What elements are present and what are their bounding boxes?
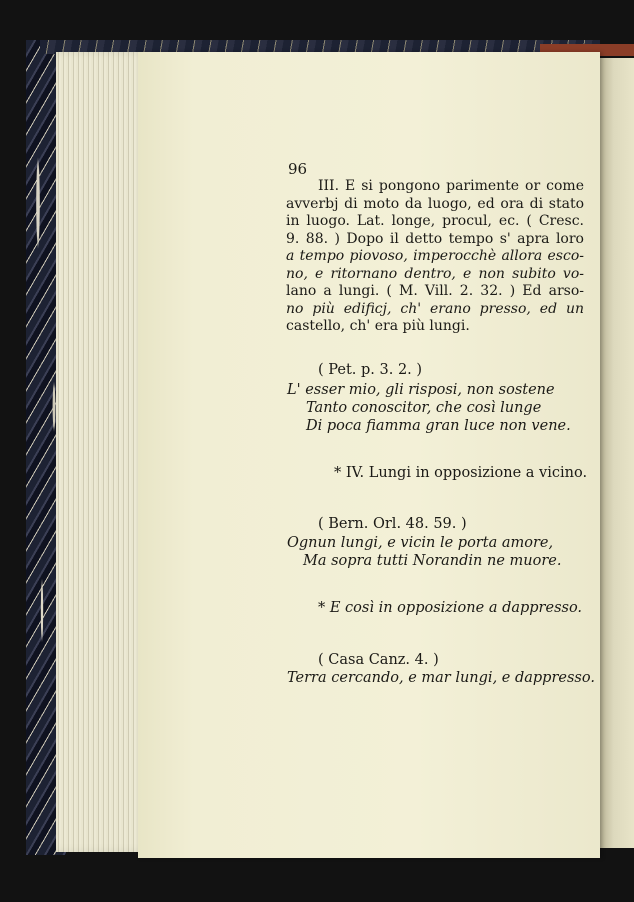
casa-verse: Terra cercando, e mar lungi, e dappresso. <box>287 670 595 686</box>
petrarca-verse-3: Di poca fiamma gran luce non vene. <box>306 418 571 434</box>
berni-citation: ( Bern. Orl. 48. 59. ) <box>318 516 467 532</box>
paragraph-line: castello, ch' era più lungi. <box>286 318 470 334</box>
paragraph-line: lano a lungi. ( M. Vill. 2. 32. ) Ed arso- <box>286 283 584 299</box>
petrarca-citation: ( Pet. p. 3. 2. ) <box>318 362 423 378</box>
petrarca-verse-1: L' esser mio, gli risposi, non sostene <box>287 382 555 398</box>
paragraph-line: no più edificj, ch' erano presso, ed un <box>286 300 584 317</box>
petrarca-verse-2: Tanto conoscitor, che così lunge <box>306 400 542 416</box>
paragraph-line: in luogo. Lat. longe, procul, ec. ( Cresc. <box>286 213 584 229</box>
berni-verse-2: Ma sopra tutti Norandin ne muore. <box>303 553 562 569</box>
paragraph-line: a tempo piovoso, imperocchè allora esco- <box>286 248 584 264</box>
section-iv-heading: * IV. Lungi in opposizione a vicino. <box>334 465 588 481</box>
paragraph-line: III. E si pongono parimente or come <box>318 178 584 194</box>
paragraph-iii <box>286 178 584 336</box>
paragraph-line: avverbj di moto da luogo, ed ora di stato <box>286 195 584 212</box>
facing-page-edge <box>600 58 634 848</box>
casa-citation: ( Casa Canz. 4. ) <box>318 652 439 668</box>
page-number: 96 <box>288 160 308 178</box>
book-page <box>138 52 600 858</box>
paragraph-line: no, e ritornano dentro, e non subito vo- <box>286 265 584 282</box>
paragraph-line: 9. 88. ) Dopo il detto tempo s' apra loro <box>286 230 584 247</box>
berni-verse-1: Ognun lungi, e vicin le porta amore, <box>287 535 554 551</box>
dappresso-note: * E così in opposizione a dappresso. <box>318 600 583 616</box>
